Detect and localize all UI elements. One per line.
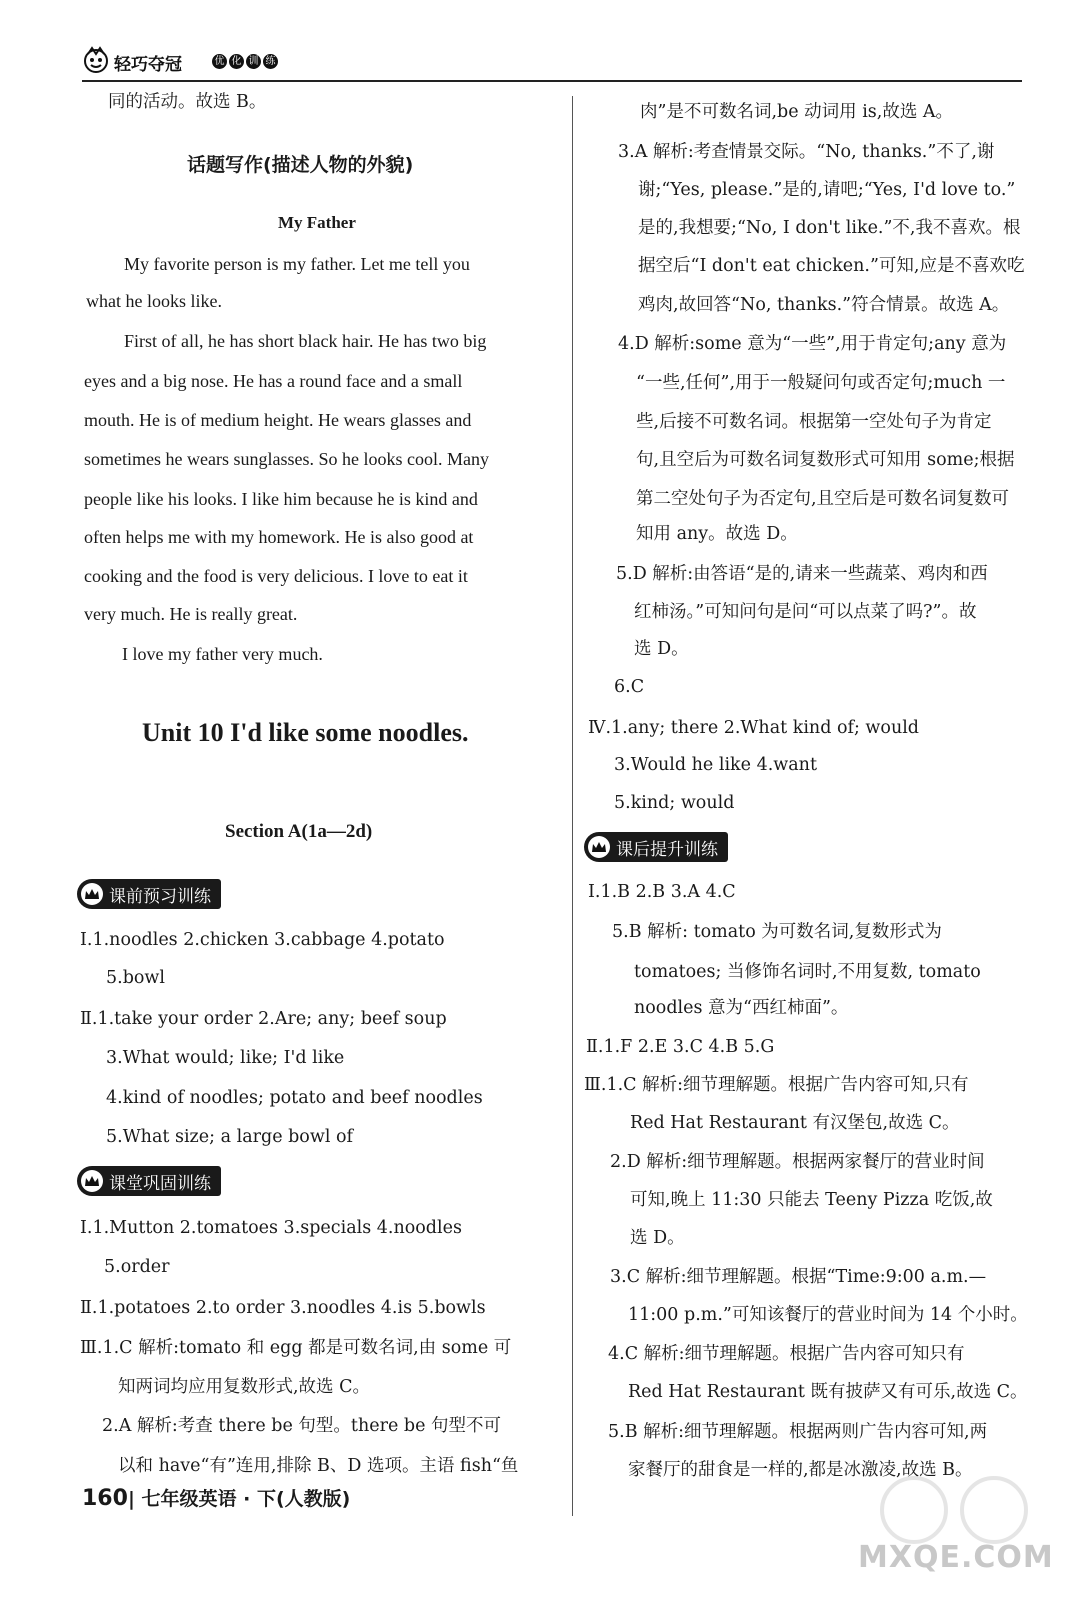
essay-line: I love my father very much. xyxy=(122,644,323,664)
answer-line: Ⅲ.1.C 解析:细节理解题。根据广告内容可知,只有 xyxy=(584,1075,969,1095)
answer-line: Red Hat Restaurant 有汉堡包,故选 C。 xyxy=(630,1113,960,1133)
crown-icon xyxy=(588,836,610,858)
answer-line: 第二空处句子为否定句,且空后是可数名词复数可 xyxy=(636,489,1010,509)
section-badge xyxy=(77,879,221,909)
answer-line: 5.B 解析:细节理解题。根据两则广告内容可知,两 xyxy=(608,1422,988,1442)
answer-line: 2.A 解析:考查 there be 句型。there be 句型不可 xyxy=(102,1416,501,1436)
answer-line: 鸡肉,故回答“No, thanks.”符合情景。故选 A。 xyxy=(638,295,1010,315)
answer-line: 些,后接不可数名词。根据第一空处句子为肯定 xyxy=(636,412,992,432)
badge-label: 课堂巩固训练 xyxy=(109,1173,211,1194)
answer-line: noodles 意为“西红柿面”。 xyxy=(634,998,849,1018)
answer-line: Ⅲ.1.C 解析:tomato 和 egg 都是可数名词,由 some 可 xyxy=(80,1338,512,1358)
column-divider xyxy=(572,96,573,1516)
essay-title: My Father xyxy=(278,213,356,232)
answer-line: 11:00 p.m.”可知该餐厅的营业时间为 14 个小时。 xyxy=(628,1305,1028,1325)
text-line: 同的活动。故选 B。 xyxy=(108,92,267,112)
answer-line: Ⅳ.1.any; there 2.What kind of; would xyxy=(588,718,920,738)
answer-line: 句,且空后为可数名词复数形式可知用 some;根据 xyxy=(636,450,1015,470)
answer-line: 肉”是不可数名词,be 动词用 is,故选 A。 xyxy=(640,102,954,122)
brand-sub-char: 练 xyxy=(263,54,278,69)
footer-separator: | xyxy=(127,1488,135,1510)
brand-sub-char: 化 xyxy=(229,54,244,69)
essay-line: eyes and a big nose. He has a round face and a small xyxy=(84,371,463,391)
watermark-circle xyxy=(960,1476,1028,1544)
essay-line: mouth. He is of medium height. He wears glasses and xyxy=(84,410,472,430)
answer-line: 3.Would he like 4.want xyxy=(614,755,817,775)
header-rule xyxy=(82,80,1022,82)
badge-label: 课后提升训练 xyxy=(616,839,718,860)
crown-icon xyxy=(81,883,103,905)
answer-line: 是的,我想要;“No, I don't like.”不,我不喜欢。根 xyxy=(638,218,1021,238)
answer-line: Ⅰ.1.Mutton 2.tomatoes 3.specials 4.noodles xyxy=(80,1218,462,1238)
essay-line: what he looks like. xyxy=(86,291,222,311)
section-badge xyxy=(77,1166,221,1196)
page-footer xyxy=(82,1484,350,1511)
badge-label: 课前预习训练 xyxy=(109,886,211,907)
page-number: 160 xyxy=(82,1486,128,1511)
essay-line: cooking and the food is very delicious. I love to eat it xyxy=(84,566,468,586)
answer-line: 可知,晚上 11:30 只能去 Teeny Pizza 吃饭,故 xyxy=(630,1190,993,1210)
answer-line: 5.D 解析:由答语“是的,请来一些蔬菜、鸡肉和西 xyxy=(616,564,988,584)
page-header xyxy=(82,44,1012,82)
answer-line: 5.kind; would xyxy=(614,793,735,813)
answer-line: 谢;“Yes, please.”是的,请吧;“Yes, I'd love to.” xyxy=(638,180,1016,200)
unit-title: Unit 10 I'd like some noodles. xyxy=(142,718,469,747)
topic-heading: 话题写作(描述人物的外貌) xyxy=(187,154,414,176)
answer-line: 5.bowl xyxy=(106,968,166,988)
essay-line: people like his looks. I like him because he is kind and xyxy=(84,489,478,509)
section-title: Section A(1a—2d) xyxy=(225,821,373,842)
answer-line: 3.A 解析:考查情景交际。“No, thanks.”不了,谢 xyxy=(618,142,995,162)
answer-line: 选 D。 xyxy=(634,639,689,659)
crown-icon xyxy=(81,1170,103,1192)
brand-sub-char: 训 xyxy=(246,54,261,69)
answer-line: 5.order xyxy=(104,1257,170,1277)
answer-line: “一些,任何”,用于一般疑问句或否定句;much 一 xyxy=(636,373,1006,393)
answer-line: 5.What size; a large bowl of xyxy=(106,1127,353,1147)
brand-sub-char: 优 xyxy=(212,54,227,69)
answer-line: 3.C 解析:细节理解题。根据“Time:9:00 a.m.— xyxy=(610,1267,987,1287)
essay-line: often helps me with my homework. He is also good at xyxy=(84,527,474,547)
essay-line: My favorite person is my father. Let me tell you xyxy=(124,254,470,274)
book-title: 七年级英语 · 下(人教版) xyxy=(141,1488,351,1510)
answer-line: 选 D。 xyxy=(630,1228,685,1248)
answer-line: Ⅱ.1.F 2.E 3.C 4.B 5.G xyxy=(586,1037,775,1057)
essay-line: sometimes he wears sunglasses. So he looks cool. Many xyxy=(84,449,489,469)
answer-line: 知两词均应用复数形式,故选 C。 xyxy=(118,1377,371,1397)
answer-line: 据空后“I don't eat chicken.”可知,应是不喜欢吃 xyxy=(638,256,1025,276)
answer-line: 家餐厅的甜食是一样的,都是冰激凌,故选 B。 xyxy=(628,1460,973,1480)
brand-name: 轻巧夺冠 xyxy=(114,55,182,75)
section-badge xyxy=(584,832,728,862)
brand-logo-icon xyxy=(82,46,110,74)
answer-line: Red Hat Restaurant 既有披萨又有可乐,故选 C。 xyxy=(628,1382,1028,1402)
watermark-circle xyxy=(880,1476,948,1544)
answer-line: 知用 any。故选 D。 xyxy=(636,524,798,544)
answer-line: 6.C xyxy=(614,677,645,697)
essay-line: First of all, he has short black hair. He has two big xyxy=(124,331,487,351)
answer-line: 2.D 解析:细节理解题。根据两家餐厅的营业时间 xyxy=(610,1152,985,1172)
answer-line: 以和 have“有”连用,排除 B、D 选项。主语 fish“鱼 xyxy=(118,1456,519,1476)
answer-line: Ⅱ.1.take your order 2.Are; any; beef soup xyxy=(80,1009,447,1029)
answer-line: 4.kind of noodles; potato and beef noodles xyxy=(106,1088,483,1108)
answer-line: tomatoes; 当修饰名词时,不用复数, tomato xyxy=(634,962,981,982)
answer-line: 4.C 解析:细节理解题。根据广告内容可知只有 xyxy=(608,1344,965,1364)
answer-line: Ⅰ.1.B 2.B 3.A 4.C xyxy=(588,882,736,902)
answer-line: Ⅱ.1.potatoes 2.to order 3.noodles 4.is 5.bowls xyxy=(80,1298,486,1318)
answer-line: 红柿汤。”可知问句是问“可以点菜了吗?”。故 xyxy=(634,602,977,622)
brand-subtitle xyxy=(212,54,278,69)
answer-line: 5.B 解析: tomato 为可数名词,复数形式为 xyxy=(612,922,942,942)
answer-line: Ⅰ.1.noodles 2.chicken 3.cabbage 4.potato xyxy=(80,930,445,950)
essay-line: very much. He is really great. xyxy=(84,604,298,624)
answer-line: 3.What would; like; I'd like xyxy=(106,1048,345,1068)
answer-line: 4.D 解析:some 意为“一些”,用于肯定句;any 意为 xyxy=(618,334,1007,354)
watermark: MXQE.COM xyxy=(858,1540,1054,1575)
